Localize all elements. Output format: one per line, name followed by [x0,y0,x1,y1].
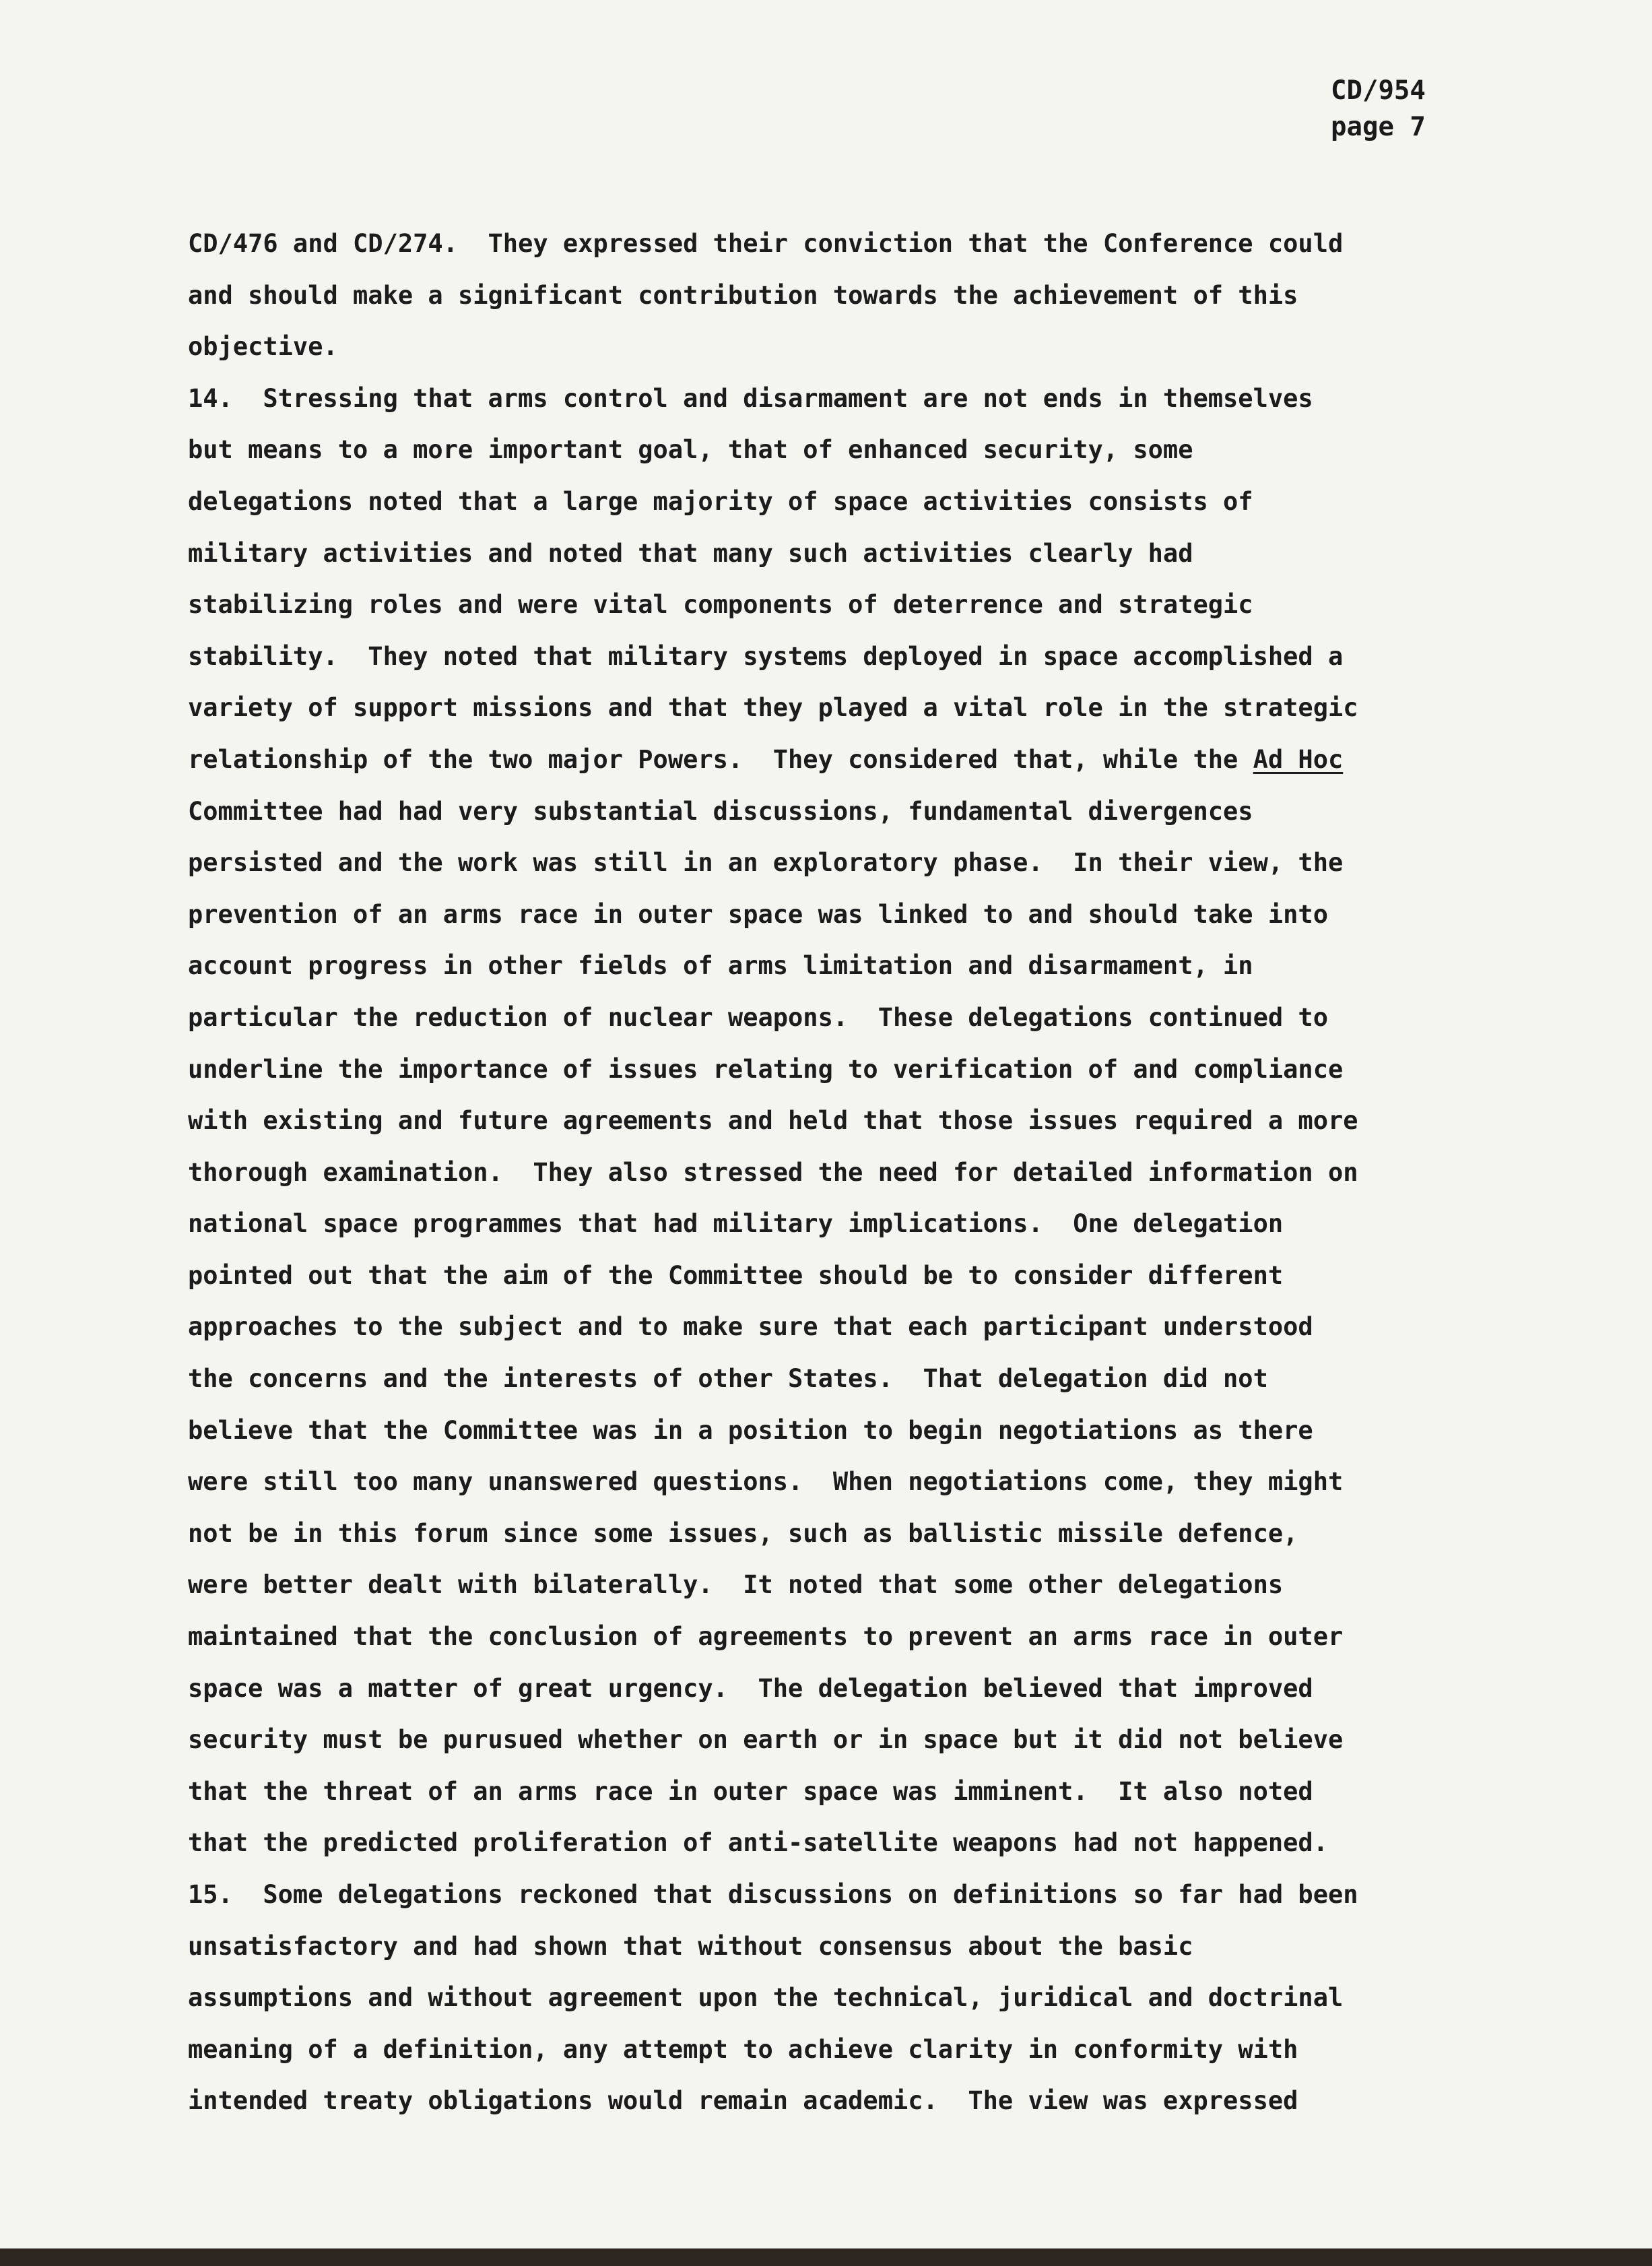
line-text: 15. Some delegations reckoned that discussions on definitions so far had been [188,1880,1358,1909]
line-text: CD/476 and CD/274. They expressed their conviction that the Conference could [188,229,1344,258]
line-text: believe that the Committee was in a position to begin negotiations as there [188,1415,1313,1445]
text-line [188,1508,1548,1560]
text-line [188,1714,1548,1766]
line-text: unsatisfactory and had shown that without consensus about the basic [188,1931,1193,1961]
text-line [188,1869,1548,1921]
line-text: were still too many unanswered questions. When negotiations come, they might [188,1467,1344,1497]
line-text: underline the importance of issues relating to verification of and compliance [188,1054,1344,1084]
line-text: stability. They noted that military systems deployed in space accomplished a [188,641,1344,671]
text-line [188,1663,1548,1715]
text-line [188,424,1548,476]
line-text: pointed out that the aim of the Committee should be to consider different [188,1260,1284,1290]
line-text: persisted and the work was still in an exploratory phase. In their view, the [188,848,1344,878]
text-line [188,321,1548,373]
text-line [188,1405,1548,1457]
line-text: prevention of an arms race in outer space was linked to and should take into [188,899,1328,929]
text-line [188,1972,1548,2024]
text-line [188,1353,1548,1405]
text-line [188,1559,1548,1611]
line-text: assumptions and without agreement upon the technical, juridical and doctrinal [188,1983,1344,2013]
text-line [188,940,1548,992]
line-text: objective. [188,332,338,362]
line-text: meaning of a definition, any attempt to achieve clarity in conformity with [188,2034,1298,2064]
line-text: thorough examination. They also stressed the need for detailed information on [188,1157,1358,1187]
line-text: that the threat of an arms race in outer space was imminent. It also noted [188,1776,1313,1806]
document-symbol: CD/954 [1331,75,1426,106]
text-line [188,1766,1548,1818]
document-body [188,218,1548,2127]
line-text: not be in this forum since some issues, such as ballistic missile defence, [188,1518,1298,1548]
line-text: were better dealt with bilaterally. It noted that some other delegations [188,1570,1284,1600]
text-line [188,734,1548,786]
underlined-term: Ad Hoc [1253,744,1344,774]
line-text: variety of support missions and that they played a vital role in the strategic [188,693,1358,723]
line-text: relationship of the two major Powers. They considered that, while the [188,744,1253,774]
text-line [188,476,1548,528]
text-line [188,1250,1548,1302]
text-line [188,889,1548,941]
line-text: military activities and noted that many such activities clearly had [188,538,1193,568]
text-line [188,837,1548,889]
line-text: stabilizing roles and were vital components of deterrence and strategic [188,590,1253,620]
line-text: intended treaty obligations would remain academic. The view was expressed [188,2086,1298,2116]
text-line [188,682,1548,734]
text-line [188,528,1548,580]
line-text: that the predicted proliferation of anti-satellite weapons had not happened. [188,1828,1328,1858]
page-number: page 7 [1331,112,1426,142]
line-text: space was a matter of great urgency. The delegation believed that improved [188,1673,1313,1703]
line-text: with existing and future agreements and held that those issues required a more [188,1106,1358,1136]
text-line [188,1301,1548,1353]
text-line [188,1044,1548,1096]
line-text: national space programmes that had military implications. One delegation [188,1209,1284,1239]
text-line [188,373,1548,425]
text-line [188,1921,1548,1973]
line-text: approaches to the subject and to make sure that each participant understood [188,1312,1313,1342]
line-text: the concerns and the interests of other States. That delegation did not [188,1364,1268,1394]
text-line [188,2075,1548,2127]
text-line [188,1817,1548,1869]
text-line [188,631,1548,683]
text-line [188,218,1548,270]
line-text: maintained that the conclusion of agreements to prevent an arms race in outer [188,1622,1344,1652]
line-text: account progress in other fields of arms limitation and disarmament, in [188,951,1253,981]
text-line [188,786,1548,838]
document-header [1331,73,1573,145]
line-text: and should make a significant contribution towards the achievement of this [188,280,1298,310]
text-line [188,1456,1548,1508]
text-line [188,992,1548,1044]
scan-bottom-edge [0,2248,1652,2266]
line-text: particular the reduction of nuclear weapons. These delegations continued to [188,1002,1328,1032]
text-line [188,1095,1548,1147]
text-line [188,579,1548,631]
line-text: but means to a more important goal, that of enhanced security, some [188,435,1193,465]
line-text: Committee had had very substantial discussions, fundamental divergences [188,796,1253,826]
line-text: security must be purusued whether on earth or in space but it did not believe [188,1725,1344,1755]
text-line [188,1147,1548,1199]
line-text: delegations noted that a large majority of space activities consists of [188,486,1253,516]
line-text: 14. Stressing that arms control and disarmament are not ends in themselves [188,383,1313,413]
text-line [188,1198,1548,1250]
text-line [188,2024,1548,2076]
text-line [188,270,1548,322]
text-line [188,1611,1548,1663]
